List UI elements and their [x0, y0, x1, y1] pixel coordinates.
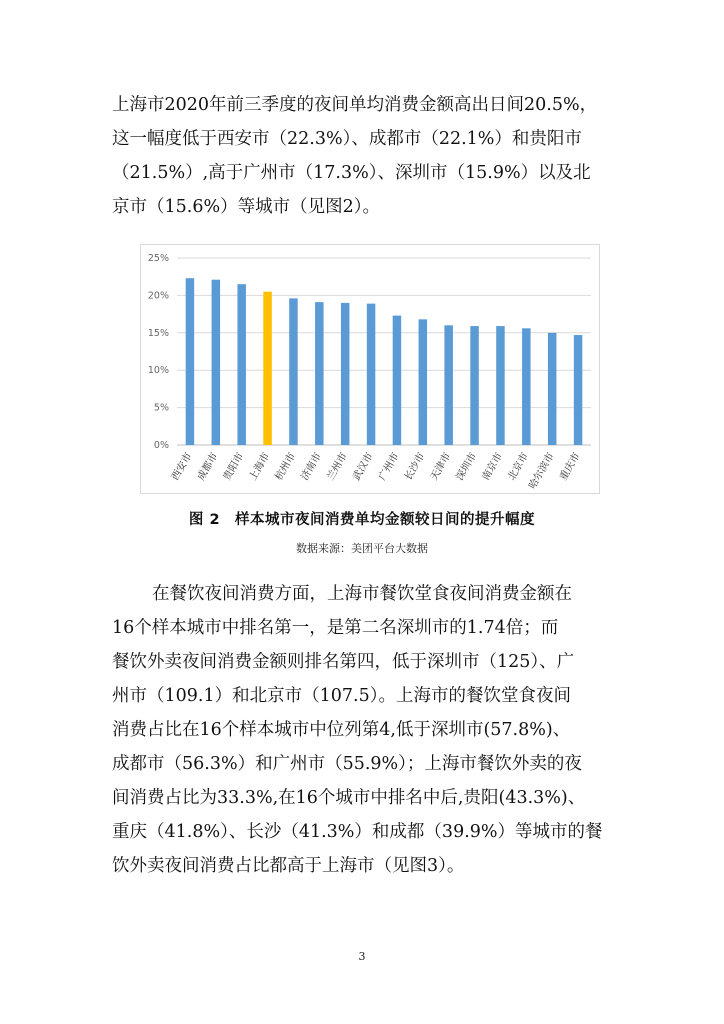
bar-14 — [522, 328, 531, 445]
bar-6 — [315, 302, 324, 445]
x-tick-label: 杭州市 — [273, 451, 299, 483]
y-tick-label: 0% — [153, 440, 169, 451]
bar-15 — [548, 333, 557, 445]
bar-2 — [212, 280, 221, 445]
x-tick-label: 天津市 — [428, 451, 454, 483]
paragraph-2-line-1: 在餐饮夜间消费方面，上海市餐饮堂食夜间消费金额在 — [152, 584, 572, 604]
x-tick-label: 广州市 — [377, 451, 402, 483]
x-tick-label: 重庆市 — [558, 451, 583, 483]
bar-chart — [141, 245, 601, 495]
bar-7 — [341, 303, 350, 445]
x-tick-label: 深圳市 — [454, 451, 480, 483]
x-tick-label: 南京市 — [480, 451, 506, 483]
bar-chart-frame — [140, 244, 600, 494]
bar-11 — [444, 325, 453, 445]
y-tick-label: 20% — [147, 290, 169, 302]
bar-8 — [367, 304, 376, 445]
x-tick-label: 西安市 — [170, 451, 195, 483]
x-tick-label: 长沙市 — [402, 451, 428, 483]
figure-source: 数据来源：美团平台大数据 — [296, 542, 428, 555]
bar-9 — [393, 316, 402, 445]
bar-5 — [289, 298, 298, 445]
paragraph-2-line-8: 重庆（41.8%）、长沙（41.3%）和成都（39.9%）等城市的餐 — [112, 822, 603, 842]
x-tick-label: 成都市 — [195, 451, 221, 483]
paragraph-2-line-2: 16个样本城市中排名第一，是第二名深圳市的1.74倍；而 — [112, 618, 559, 638]
y-tick-label: 5% — [153, 402, 169, 414]
x-tick-label: 贵阳市 — [221, 451, 247, 483]
paragraph-2-line-4: 州市（109.1）和北京市（107.5）。上海市的餐饮堂食夜间 — [112, 686, 571, 706]
paragraph-2-line-7: 间消费占比为33.3%,在16个城市中排名中后,贵阳(43.3%)、 — [112, 788, 586, 808]
bar-12 — [470, 326, 479, 445]
x-tick-label: 济南市 — [299, 451, 324, 483]
paragraph-2-line-6: 成都市（56.3%）和广州市（55.9%）；上海市餐饮外卖的夜 — [112, 754, 582, 774]
figure-caption: 图 2 样本城市夜间消费单均金额较日间的提升幅度 — [188, 512, 536, 528]
y-tick-label: 15% — [147, 327, 169, 339]
x-tick-label: 北京市 — [506, 451, 531, 483]
bar-16 — [574, 335, 583, 445]
bar-13 — [496, 326, 505, 445]
paragraph-1-line-2: 这一幅度低于西安市（22.3%）、成都市（22.1%）和贵阳市 — [112, 129, 582, 149]
bar-1 — [186, 278, 195, 445]
page-number: 3 — [358, 950, 366, 963]
bar-3 — [237, 284, 246, 445]
bar-10 — [419, 319, 428, 445]
paragraph-1-line-4: 京市（15.6%）等城市（见图2）。 — [112, 197, 380, 217]
bar-4 — [263, 292, 272, 445]
paragraph-2 — [112, 577, 632, 883]
x-tick-label: 兰州市 — [325, 451, 350, 483]
x-tick-label: 武汉市 — [351, 451, 376, 483]
y-tick-label: 10% — [147, 365, 169, 377]
x-tick-label: 哈尔滨市 — [527, 451, 557, 492]
paragraph-1 — [112, 88, 632, 224]
paragraph-2-line-3: 餐饮外卖夜间消费金额则排名第四，低于深圳市（125）、广 — [112, 652, 575, 672]
y-tick-label: 25% — [147, 253, 169, 264]
paragraph-2-line-5: 消费占比在16个样本城市中位列第4,低于深圳市(57.8%)、 — [112, 720, 571, 740]
paragraph-1-line-3: （21.5%）,高于广州市（17.3%）、深圳市（15.9%）以及北 — [112, 163, 591, 183]
x-tick-label: 上海市 — [247, 451, 273, 483]
paragraph-1-line-1: 上海市2020年前三季度的夜间单均消费金额高出日间20.5%， — [112, 95, 598, 115]
paragraph-2-line-9: 饮外卖夜间消费占比都高于上海市（见图3）。 — [112, 856, 465, 876]
